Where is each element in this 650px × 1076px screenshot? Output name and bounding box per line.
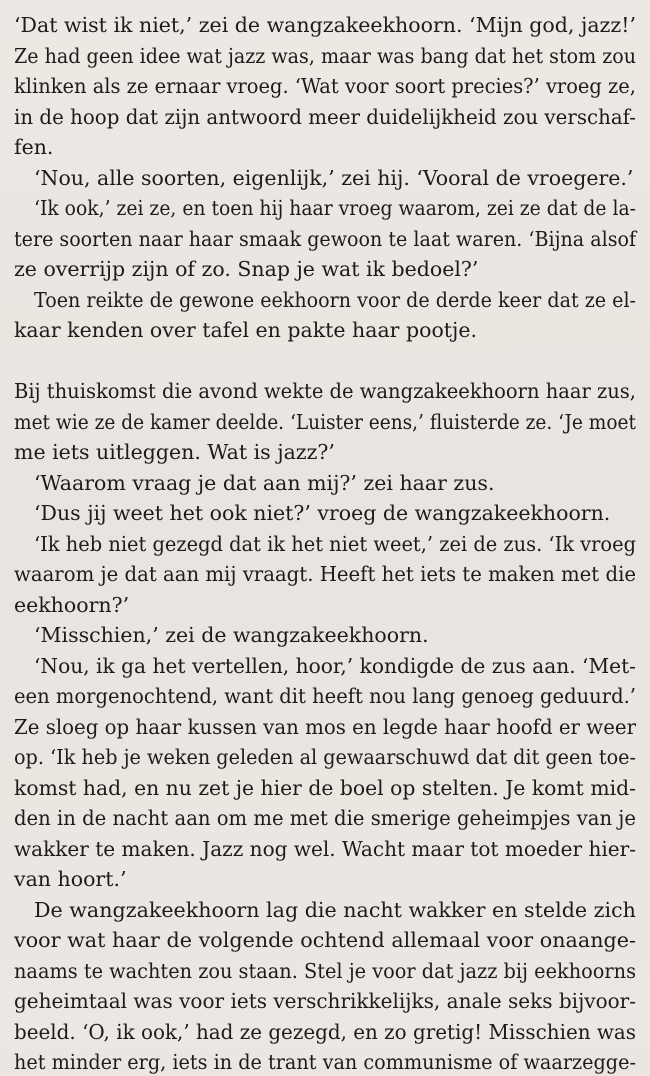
line-text: kaar kenden over tafel en pakte haar pootje. — [14, 318, 478, 342]
text-line — [0, 896, 650, 924]
line-text: op. ‘Ik heb je weken geleden al gewaarschuwd dat dit geen toe- — [14, 745, 637, 769]
line-text: ze overrijp zijn of zo. Snap je wat ik bedoel?’ — [14, 257, 479, 281]
line-text: fen. — [14, 135, 54, 159]
text-line — [0, 682, 650, 710]
line-text: ‘Dat wist ik niet,’ zei de wangzakeekhoorn. ‘Mijn god, jazz!’ — [14, 13, 636, 37]
line-text: ‘Nou, ik ga het vertellen, hoor,’ kondigde de zus aan. ‘Met- — [34, 654, 637, 678]
line-text: naams te wachten zou staan. Stel je voor dat jazz bij eekhoorns — [14, 959, 637, 983]
text-line — [0, 469, 650, 497]
line-text: Ze sloeg op haar kussen van mos en legde haar hoofd er weer — [14, 715, 637, 739]
line-text: met wie ze de kamer deelde. ‘Luister eens,’ fluisterde ze. ‘Je moet — [14, 410, 636, 434]
line-text: den in de nacht aan om me met die smerige geheimpjes van je — [14, 806, 636, 830]
line-text: komst had, en nu zet je hier de boel op stelten. Je komt mid- — [14, 776, 636, 800]
text-line — [0, 530, 650, 558]
text-line — [0, 865, 650, 893]
line-text: De wangzakeekhoorn lag die nacht wakker en stelde zich — [34, 898, 636, 922]
line-text: beeld. ‘O, ik ook,’ had ze gezegd, en zo gretig! Misschien was — [14, 1020, 637, 1044]
line-text: geheimtaal was voor iets verschrikkelijks, anale seks bijvoor- — [14, 989, 637, 1013]
text-line — [0, 72, 650, 100]
line-text: waarom je dat aan mij vraagt. Heeft het iets te maken met die — [14, 562, 637, 586]
line-text: ‘Waarom vraag je dat aan mij?’ zei haar zus. — [34, 471, 495, 495]
text-line — [0, 835, 650, 863]
text-line — [0, 164, 650, 192]
line-text: tere soorten naar haar smaak gewoon te laat waren. ‘Bijna alsof — [14, 227, 637, 251]
line-text: me iets uitleggen. Wat is jazz?’ — [14, 440, 335, 464]
text-line — [0, 1048, 650, 1076]
text-line — [0, 11, 650, 39]
line-text: Bij thuiskomst die avond wekte de wangzakeekhoorn haar zus, — [14, 379, 637, 403]
text-line — [0, 591, 650, 619]
text-line — [0, 713, 650, 741]
text-line — [0, 438, 650, 466]
line-text: ‘Misschien,’ zei de wangzakeekhoorn. — [34, 623, 429, 647]
line-text: ‘Ik ook,’ zei ze, en toen hij haar vroeg waarom, zei ze dat de la- — [34, 196, 636, 220]
line-text: Ze had geen idee wat jazz was, maar was bang dat het stom zou — [14, 44, 637, 68]
text-line — [0, 42, 650, 70]
line-text: van hoort.’ — [14, 867, 127, 891]
text-line — [0, 316, 650, 344]
text-line — [0, 133, 650, 161]
text-line — [0, 957, 650, 985]
line-text: Toen reikte de gewone eekhoorn voor de derde keer dat ze el- — [34, 288, 637, 312]
text-line — [0, 103, 650, 131]
line-text: voor wat haar de volgende ochtend allemaal voor onaange- — [14, 928, 637, 952]
line-text: ‘Ik heb niet gezegd dat ik het niet weet,’ zei de zus. ‘Ik vroeg — [34, 532, 637, 556]
text-line — [0, 804, 650, 832]
text-line — [0, 408, 650, 436]
text-line — [0, 225, 650, 253]
line-text: wakker te maken. Jazz nog wel. Wacht maar tot moeder hier- — [14, 837, 637, 861]
text-line — [0, 926, 650, 954]
text-line — [0, 621, 650, 649]
text-line — [0, 652, 650, 680]
line-text: eekhoorn?’ — [14, 593, 130, 617]
line-text: het minder erg, iets in de trant van communisme of waarzegge- — [14, 1050, 636, 1074]
line-text: ‘Dus jij weet het ook niet?’ vroeg de wangzakeekhoorn. — [34, 501, 611, 525]
text-line — [0, 560, 650, 588]
text-line — [0, 255, 650, 283]
text-line — [0, 377, 650, 405]
text-line — [0, 499, 650, 527]
line-text: een morgenochtend, want dit heeft nou lang genoeg geduurd.’ — [14, 684, 636, 708]
line-text: ‘Nou, alle soorten, eigenlijk,’ zei hij. ‘Vooral de vroegere.’ — [34, 166, 634, 190]
text-line — [0, 743, 650, 771]
text-line — [0, 1018, 650, 1046]
line-text: klinken als ze ernaar vroeg. ‘Wat voor soort precies?’ vroeg ze, — [14, 74, 636, 98]
text-line — [0, 286, 650, 314]
text-line — [0, 194, 650, 222]
text-line — [0, 987, 650, 1015]
line-text: in de hoop dat zijn antwoord meer duidelijkheid zou verschaf- — [14, 105, 636, 129]
text-line — [0, 774, 650, 802]
